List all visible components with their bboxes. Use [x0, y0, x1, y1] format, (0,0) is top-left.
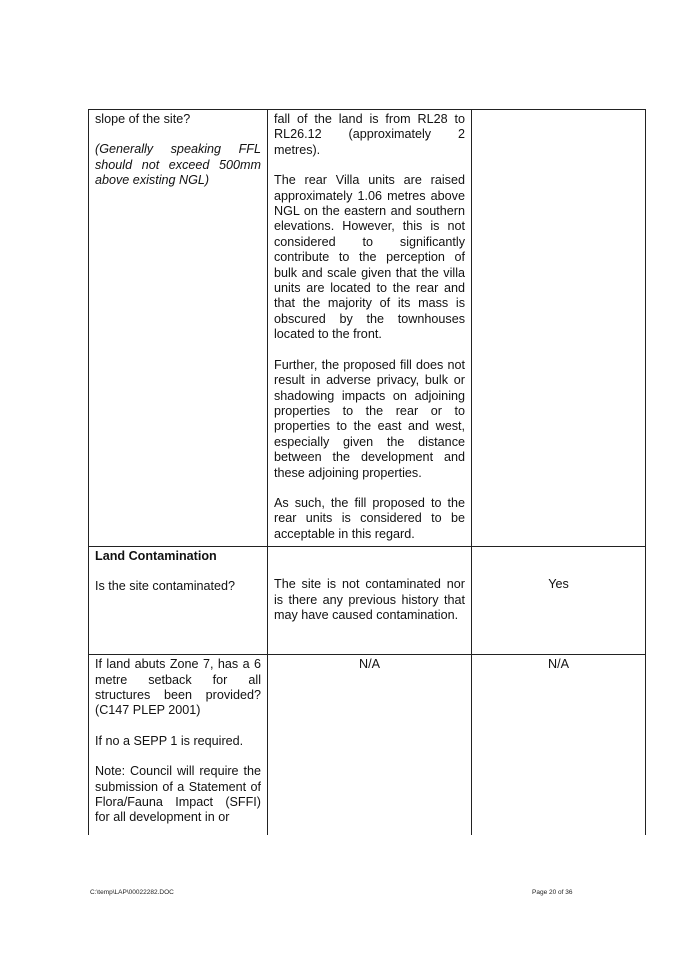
complies-value: Yes — [548, 577, 569, 592]
criteria-note: (Generally speaking FFL should not exceed 500mm above existing NGL) — [95, 142, 261, 188]
assessment-text: The site is not contaminated nor is there any previous history that may have caused contamination. — [274, 577, 465, 622]
assessment-cell — [268, 110, 472, 547]
criteria-text: If land abuts Zone 7, has a 6 metre setback for all structures been provided? (C147 PLEP 2001) — [95, 657, 261, 718]
criteria-text: Note: Council will require the submission of a Statement of Flora/Fauna Impact (SFFI) for all development in or — [95, 764, 261, 825]
assessment-text: fall of the land is from RL28 to RL26.12 (approximately 2 metres). — [274, 112, 465, 157]
assessment-text: Further, the proposed fill does not result in adverse privacy, bulk or shadowing impacts on adjoining properties to the rear or to properties to the east and west, especially given the distance between the development and these adjoining properties. — [274, 357, 465, 480]
criteria-text: If no a SEPP 1 is required. — [95, 733, 244, 748]
table-row — [89, 547, 646, 655]
criteria-cell — [89, 655, 268, 835]
criteria-cell — [89, 547, 268, 655]
assessment-cell — [268, 655, 472, 835]
complies-value: N/A — [548, 657, 569, 672]
complies-cell — [472, 110, 646, 547]
section-heading: Land Contamination — [95, 549, 217, 564]
table-row — [89, 655, 646, 835]
assessment-text: The rear Villa units are raised approximately 1.06 metres above NGL on the eastern and southern elevations. However, this is not considered to significantly contribute to the perception of bulk and scale given that the villa units are located to the rear and that the majority of its mass is obscured by the townhouses located to the front. — [274, 173, 465, 342]
assessment-value: N/A — [359, 657, 380, 672]
table-row — [89, 110, 646, 547]
complies-cell — [472, 547, 646, 655]
assessment-text: As such, the fill proposed to the rear units is considered to be acceptable in this regard. — [274, 495, 465, 541]
complies-cell — [472, 655, 646, 835]
footer-file-path: C:\temp\LAP\00022282.DOC — [90, 889, 174, 896]
criteria-text: slope of the site? — [95, 112, 191, 126]
assessment-table — [88, 109, 646, 835]
criteria-cell — [89, 110, 268, 547]
footer-page-number: Page 20 of 36 — [532, 889, 573, 896]
criteria-text: Is the site contaminated? — [95, 578, 236, 593]
assessment-cell — [268, 547, 472, 655]
